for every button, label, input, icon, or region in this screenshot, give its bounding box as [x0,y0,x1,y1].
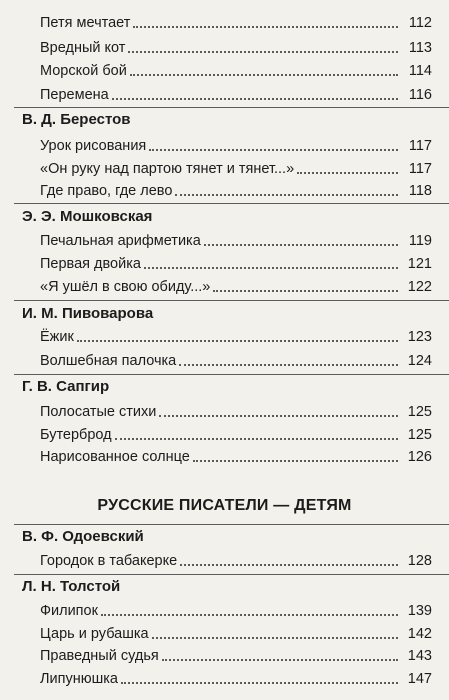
leader-dots [112,98,398,100]
leader-dots [149,149,398,151]
author-heading: Г. В. Сапгир [22,378,110,395]
toc-entry [40,60,432,80]
toc-entry-title: «Он руку над партою тянет и тянет...» [40,161,295,177]
toc-entry-title: Царь и рубашка [40,626,149,642]
toc-entry [40,550,432,570]
toc-entry [40,668,432,688]
author-heading: В. Д. Берестов [22,111,131,128]
toc-entry-title: Филипок [40,603,98,619]
toc-entry-page: 126 [407,449,432,465]
toc-entry-page: 112 [408,15,432,31]
toc-entry [40,230,432,250]
divider [14,374,449,375]
leader-dots [162,659,398,661]
leader-dots [130,74,398,76]
leader-dots [297,172,398,174]
leader-dots [152,637,398,639]
toc-entry-page: 123 [407,329,432,345]
leader-dots [204,244,398,246]
toc-entry-page: 121 [407,256,432,272]
toc-entry-page: 147 [407,671,432,687]
toc-entry-title: Полосатые стихи [40,404,157,420]
toc-entry-title: Урок рисования [40,138,147,154]
toc-entry-page: 124 [407,353,432,369]
toc-entry [40,623,432,643]
leader-dots [159,415,398,417]
leader-dots [77,340,398,342]
divider [14,524,449,525]
toc-entry-page: 118 [408,183,432,199]
leader-dots [115,438,398,440]
toc-entry [40,350,432,370]
toc-entry-page: 113 [408,40,432,56]
toc-entry-title: Петя мечтает [40,15,131,31]
section-title: РУССКИЕ ПИСАТЕЛИ — ДЕТЯМ [97,497,352,514]
leader-dots [175,194,398,196]
divider [14,574,449,575]
leader-dots [128,51,398,53]
toc-entry-title: Где право, где лево [40,183,173,199]
toc-entry-page: 117 [408,138,432,154]
toc-entry-page: 117 [408,161,432,177]
toc-entry-page: 125 [407,427,432,443]
toc-entry-title: Городок в табакерке [40,553,178,569]
leader-dots [180,564,398,566]
toc-entry-title: Морской бой [40,63,127,79]
toc-entry-page: 128 [407,553,432,569]
toc-entry [40,600,432,620]
toc-entry-page: 114 [408,63,432,79]
toc-entry-page: 122 [407,279,432,295]
toc-entry [40,446,432,466]
toc-entry [40,424,432,444]
toc-entry [40,135,432,155]
leader-dots [213,290,398,292]
leader-dots [121,682,398,684]
toc-entry [40,158,432,178]
toc-entry [40,276,432,296]
toc-entry-page: 119 [408,233,432,249]
toc-entry-page: 142 [407,626,432,642]
toc-entry-page: 143 [407,648,432,664]
toc-entry-title: Первая двойка [40,256,141,272]
toc-entry-page: 125 [407,404,432,420]
toc-entry [40,84,432,104]
toc-entry-title: Нарисованное солнце [40,449,190,465]
toc-entry-title: «Я ушёл в свою обиду...» [40,279,211,295]
toc-entry-title: Перемена [40,87,109,103]
author-heading: В. Ф. Одоевский [22,528,144,545]
toc-entry-title: Вредный кот [40,40,126,56]
toc-entry [40,645,432,665]
author-heading: И. М. Пивоварова [22,305,154,322]
toc-entry-title: Бутерброд [40,427,112,443]
toc-entry-page: 116 [408,87,432,103]
toc-entry-title: Печальная арифметика [40,233,201,249]
toc-entry [40,401,432,421]
divider [14,107,449,108]
author-heading: Э. Э. Мошковская [22,208,153,225]
toc-entry [40,12,432,32]
toc-entry-page: 139 [407,603,432,619]
leader-dots [144,267,398,269]
toc-entry-title: Праведный судья [40,648,159,664]
divider [14,300,449,301]
leader-dots [179,364,398,366]
toc-entry-title: Липунюшка [40,671,118,687]
leader-dots [101,614,398,616]
toc-entry-title: Волшебная палочка [40,353,177,369]
toc-entry [40,326,432,346]
toc-entry [40,37,432,57]
leader-dots [193,460,398,462]
leader-dots [133,26,398,28]
toc-entry [40,180,432,200]
toc-entry-title: Ёжик [40,329,74,345]
toc-entry [40,253,432,273]
author-heading: Л. Н. Толстой [22,578,121,595]
divider [14,203,449,204]
